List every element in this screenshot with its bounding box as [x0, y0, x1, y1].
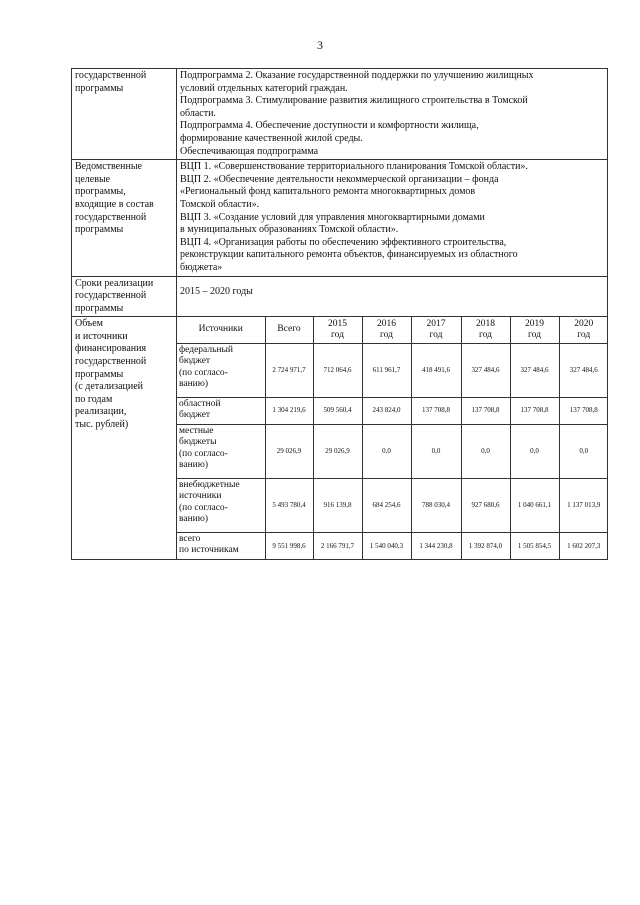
text-line: бюджета»: [180, 261, 223, 273]
year-value: 788 030,4: [411, 478, 461, 532]
total-value: 29 026,9: [265, 424, 313, 478]
financing-row-local: [177, 424, 608, 478]
header-year: [362, 317, 411, 343]
content-cell: [177, 160, 608, 276]
source-line: по источникам: [179, 545, 239, 556]
year-value: 137 708,8: [461, 397, 510, 424]
year-value: 418 491,6: [411, 343, 461, 397]
source-line: всего: [179, 533, 201, 544]
year-value: 0,0: [510, 424, 559, 478]
header-year: [510, 317, 559, 343]
year-value: 327 484,6: [461, 343, 510, 397]
financing-row-federal: [177, 343, 608, 397]
label-line: государственной: [75, 70, 147, 81]
source-line: ванию): [179, 514, 209, 525]
text-line: реконструкции капитального ремонта объектов, финансируемых из областного: [180, 249, 518, 261]
source-label: [177, 532, 265, 559]
source-line: бюджет: [179, 356, 211, 367]
label-cell: [72, 69, 177, 160]
year-value: 137 708,8: [411, 397, 461, 424]
label-line: программы: [75, 368, 124, 380]
row-target-programs: [72, 160, 608, 276]
label-line: государственной: [75, 211, 147, 223]
label-line: Сроки реализации: [75, 277, 154, 289]
label-line: целевые: [75, 173, 111, 185]
source-label: [177, 424, 265, 478]
financing-table: [177, 317, 608, 559]
source-line: внебюджетные: [179, 479, 240, 490]
year-value: 137 708,8: [559, 397, 608, 424]
label-cell: [72, 317, 177, 560]
year-number: 2016: [377, 319, 396, 330]
year-value: 0,0: [559, 424, 608, 478]
year-suffix: год: [479, 330, 492, 341]
text-line: Подпрограмма 4. Обеспечение доступности и комфортности жилища,: [180, 120, 479, 132]
content-cell: [177, 276, 608, 317]
label-cell: [72, 160, 177, 276]
year-value: 0,0: [362, 424, 411, 478]
source-label: [177, 397, 265, 424]
year-value: 611 961,7: [362, 343, 411, 397]
source-line: местные: [179, 425, 214, 436]
year-number: 2015: [328, 319, 347, 330]
label-line: государственной: [75, 290, 147, 302]
label-line: Объем: [75, 318, 103, 330]
year-value: 0,0: [411, 424, 461, 478]
year-value: 1 040 661,1: [510, 478, 559, 532]
content-cell: [177, 69, 608, 160]
year-number: 2019: [525, 319, 544, 330]
total-value: 5 493 780,4: [265, 478, 313, 532]
year-number: 2020: [574, 319, 594, 330]
passport-table: [71, 68, 608, 560]
year-value: 137 708,8: [510, 397, 559, 424]
header-total: Всего: [265, 317, 313, 343]
year-value: 2 166 791,7: [313, 532, 362, 559]
year-value: 1 137 013,9: [559, 478, 608, 532]
source-line: федеральный: [179, 344, 233, 355]
year-value: 1 602 207,3: [559, 532, 608, 559]
year-suffix: год: [429, 330, 443, 341]
text-line: формирование качественной жилой среды.: [180, 132, 363, 144]
year-value: 712 064,6: [313, 343, 362, 397]
source-line: источники: [179, 491, 222, 502]
label-line: Ведомственные: [75, 161, 142, 173]
year-number: 2018: [476, 319, 495, 330]
row-subprograms: [72, 69, 608, 160]
year-value: 1 344 230,8: [411, 532, 461, 559]
financing-row-regional: [177, 397, 608, 424]
source-label: [177, 478, 265, 532]
label-line: и источники: [75, 330, 128, 342]
text-line: ВЦП 4. «Организация работы по обеспечению эффективного строительства,: [180, 236, 507, 248]
source-label: [177, 343, 265, 397]
financing-row-extrabudgetary: [177, 478, 608, 532]
year-number: 2017: [426, 319, 446, 330]
text-line: в муниципальных образованиях Томской области».: [180, 224, 399, 236]
header-year: [313, 317, 362, 343]
year-suffix: год: [577, 330, 591, 341]
header-sources: Источники: [177, 317, 265, 343]
text-line: «Региональный фонд капитального ремонта многоквартирных домов: [180, 186, 476, 198]
source-line: областной: [179, 398, 221, 409]
header-year: [411, 317, 461, 343]
text-line: Подпрограмма 3. Стимулирование развития жилищного строительства в Томской: [180, 95, 528, 107]
year-suffix: год: [380, 330, 393, 341]
page-number: 3: [317, 38, 323, 52]
source-line: бюджет: [179, 410, 211, 421]
year-value: 243 824,0: [362, 397, 411, 424]
year-value: 509 560,4: [313, 397, 362, 424]
year-suffix: год: [331, 330, 344, 341]
total-value: 9 551 998,6: [265, 532, 313, 559]
label-line: программы: [75, 82, 124, 94]
label-line: реализации,: [75, 406, 127, 418]
text-line: условий отдельных категорий граждан.: [180, 82, 348, 94]
year-value: 1 540 040,3: [362, 532, 411, 559]
financing-cell: [177, 317, 608, 560]
text-line: Подпрограмма 2. Оказание государственной поддержки по улучшению жилищных: [180, 70, 534, 81]
label-line: входящие в состав: [75, 198, 154, 210]
text-line: ВЦП 2. «Обеспечение деятельности некоммерческой организации – фонда: [180, 173, 499, 185]
label-line: по годам: [75, 393, 113, 405]
label-line: программы: [75, 224, 124, 236]
header-year: [559, 317, 608, 343]
financing-row-total: [177, 532, 608, 559]
year-value: 916 139,8: [313, 478, 362, 532]
text-line: Обеспечивающая подпрограмма: [180, 145, 319, 157]
row-financing: [72, 317, 608, 560]
year-value: 927 680,6: [461, 478, 510, 532]
text-line: ВЦП 1. «Совершенствование территориального планирования Томской области».: [180, 161, 528, 173]
text-line: Томской области».: [180, 198, 260, 210]
text-line: ВЦП 3. «Создание условий для управления многоквартирными домами: [180, 211, 485, 223]
year-value: 29 026,9: [313, 424, 362, 478]
year-value: 0,0: [461, 424, 510, 478]
year-value: 1 505 854,5: [510, 532, 559, 559]
total-value: 1 304 219,6: [265, 397, 313, 424]
source-line: бюджеты: [179, 437, 217, 448]
label-line: тыс. рублей): [75, 419, 129, 431]
header-year: [461, 317, 510, 343]
year-value: 684 254,6: [362, 478, 411, 532]
year-suffix: год: [528, 330, 541, 341]
label-line: (с детализацией: [75, 381, 144, 393]
total-value: 2 724 971,7: [265, 343, 313, 397]
year-value: 327 484,6: [510, 343, 559, 397]
period-value: 2015 – 2020 годы: [180, 285, 253, 297]
label-cell: [72, 276, 177, 317]
source-line: (по согласо-: [179, 367, 228, 378]
source-line: (по согласо-: [179, 502, 228, 513]
text-line: области.: [180, 107, 216, 119]
label-line: финансирования: [75, 343, 147, 355]
source-line: ванию): [179, 460, 209, 471]
source-line: (по согласо-: [179, 448, 228, 459]
label-line: программы,: [75, 186, 126, 198]
row-period: [72, 276, 608, 317]
financing-header-row: [177, 317, 608, 343]
label-line: государственной: [75, 356, 147, 368]
year-value: 327 484,6: [559, 343, 608, 397]
year-value: 1 392 874,0: [461, 532, 510, 559]
source-line: ванию): [179, 379, 209, 390]
label-line: программы: [75, 302, 124, 314]
